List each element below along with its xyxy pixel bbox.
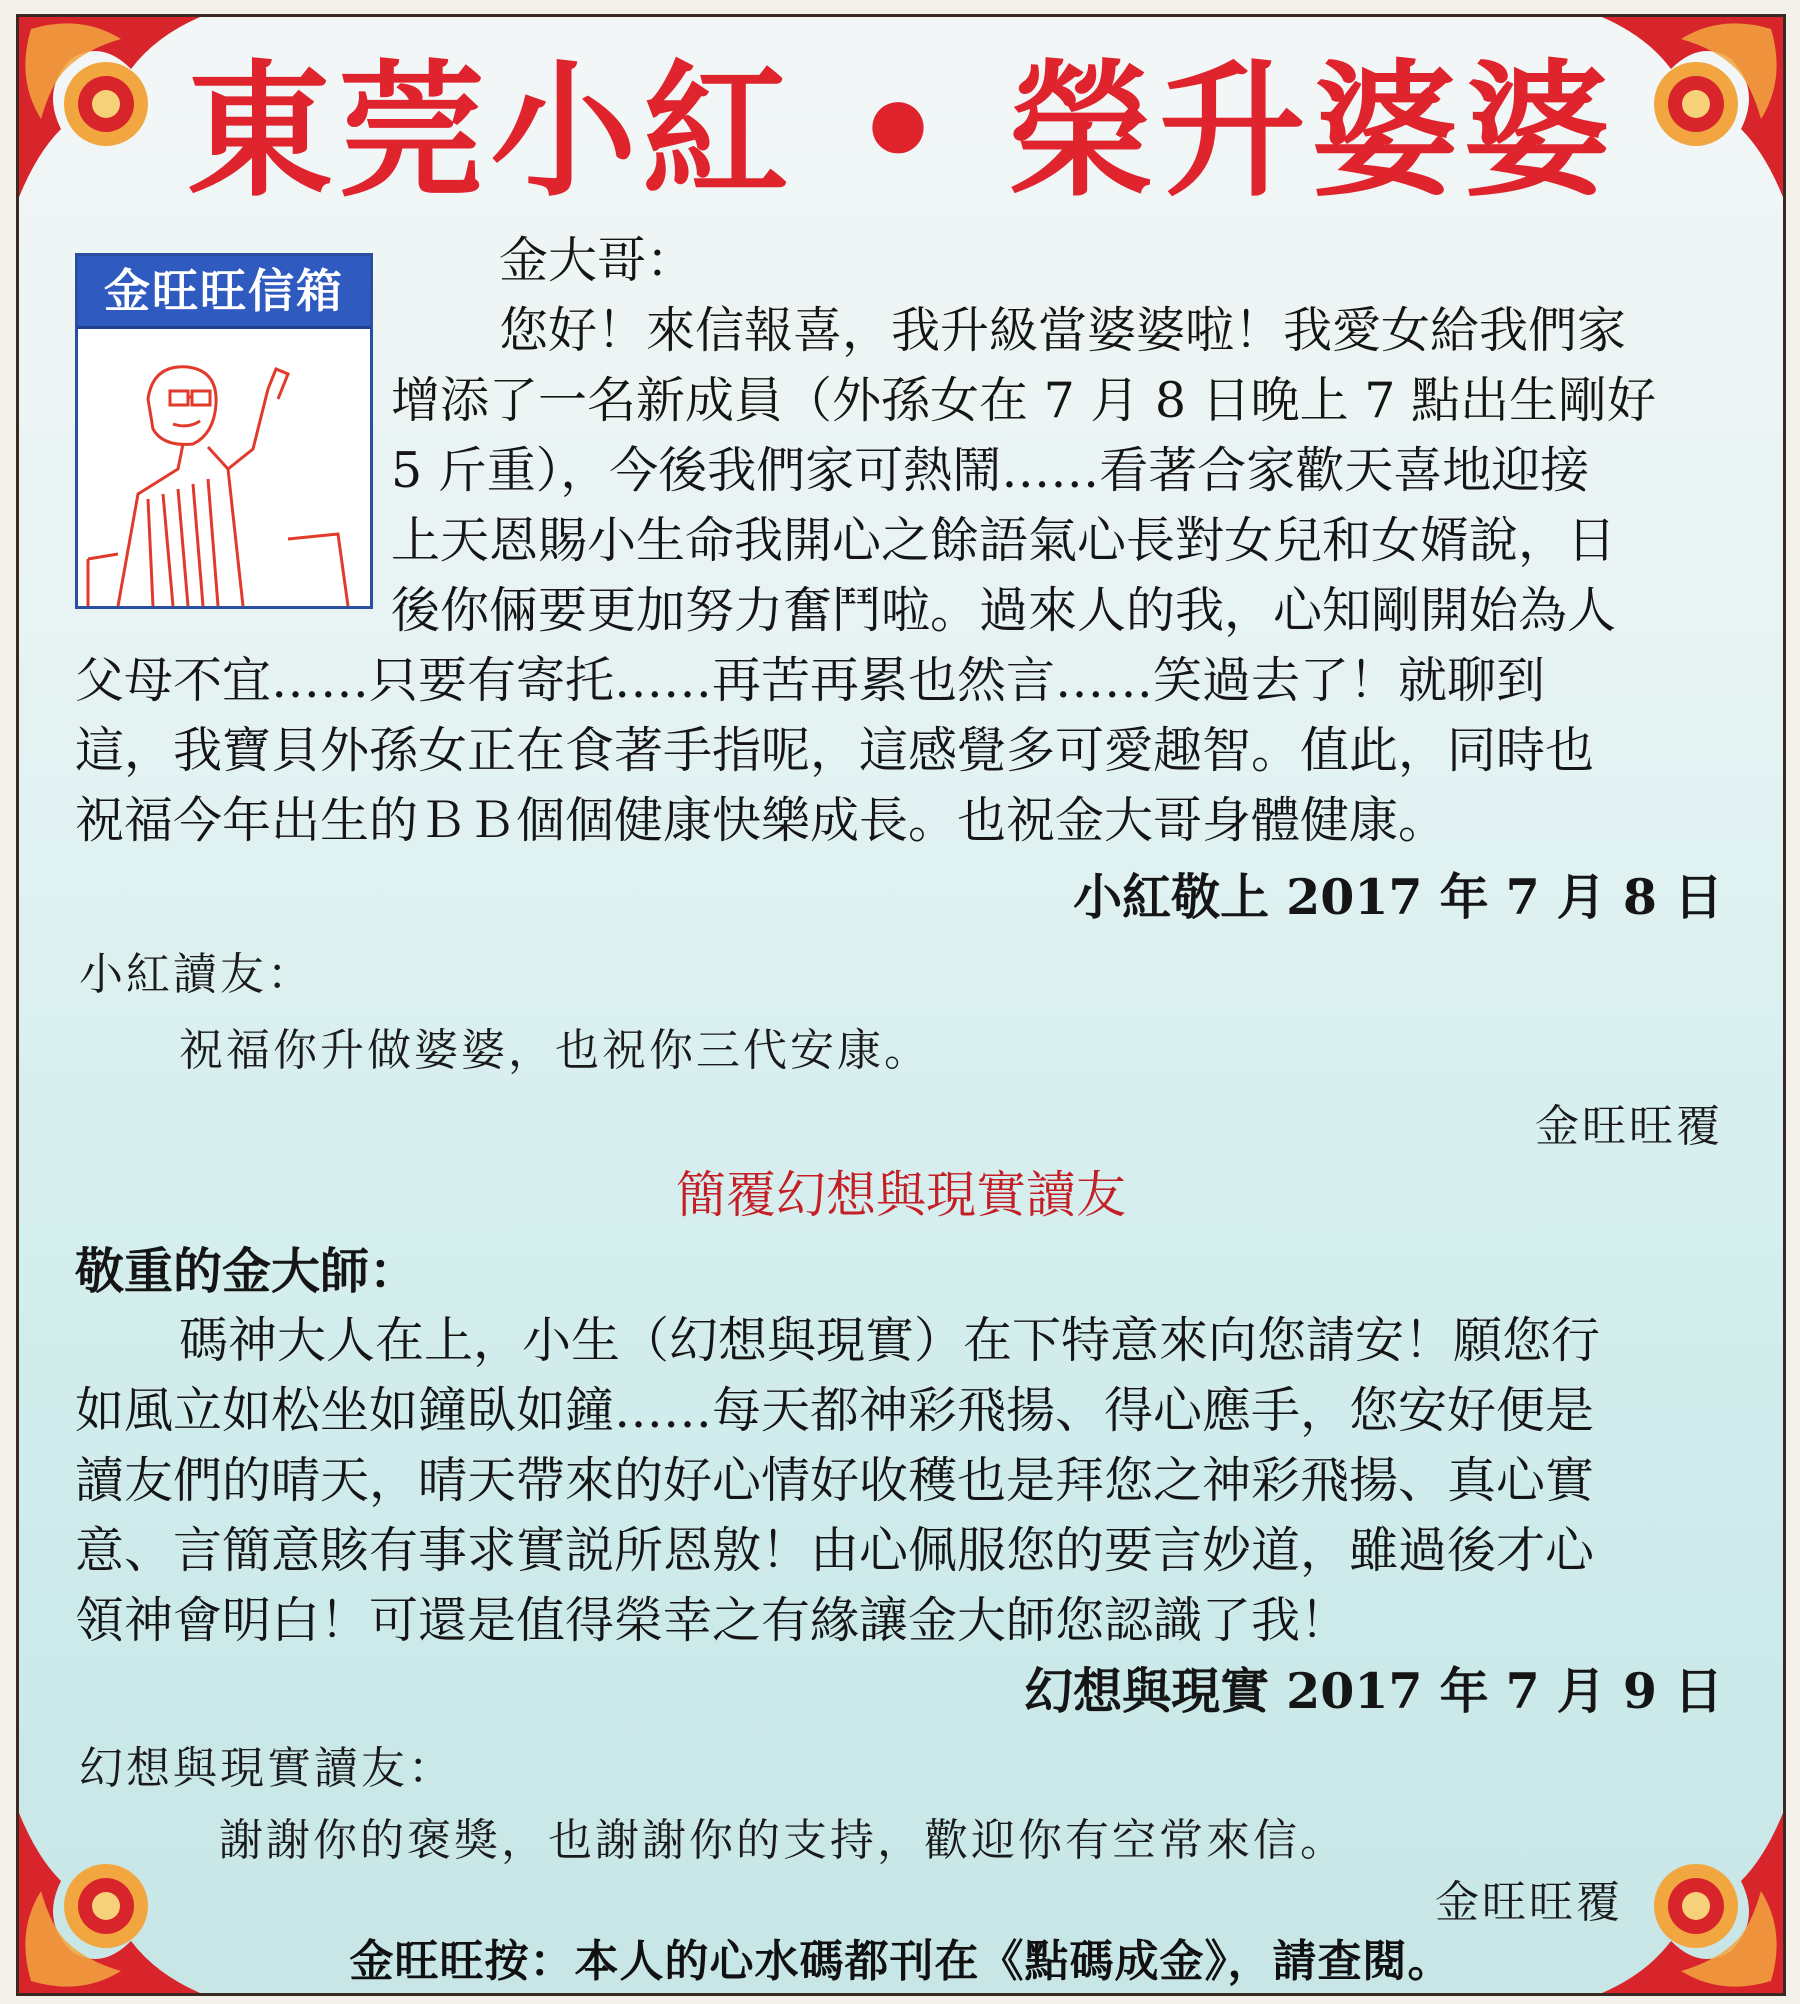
letter2-line: 領神會明白！可還是值得榮幸之有緣讓金大師您認識了我！ xyxy=(75,1592,1350,1649)
letter1-line: 增添了一名新成員（外孫女在 7 月 8 日晚上 7 點出生剛好 xyxy=(391,372,1656,429)
columnist-illustration xyxy=(78,329,370,606)
section2-title: 簡覆幻想與現實讀友 xyxy=(676,1166,1126,1224)
reply1-salutation: 小紅讀友： xyxy=(79,949,314,1000)
mailbox-logo xyxy=(75,253,373,609)
letter1-line: 上天恩賜小生命我開心之餘語氣心長對女兒和女婿說，日 xyxy=(391,512,1617,569)
letter1-line: 父母不宜……只要有寄托……再苦再累也然言……笑過去了！就聊到 xyxy=(75,652,1546,709)
letter1-line: 您好！來信報喜，我升級當婆婆啦！我愛女給我們家 xyxy=(499,302,1627,359)
letter2-salutation: 敬重的金大師： xyxy=(75,1242,419,1300)
letter2-signature: 幻想與現實 2017 年 7 月 9 日 xyxy=(1024,1662,1723,1720)
footer-note: 金旺旺按：本人的心水碼都刊在《點碼成金》，請查閱。 xyxy=(349,1936,1453,1987)
letter2-line: 讀友們的晴天，晴天帶來的好心情好收穫也是拜您之神彩飛揚、真心實 xyxy=(75,1452,1595,1509)
headline: 東莞小紅 • 榮升婆婆 xyxy=(186,46,1616,217)
letter1-line: 後你倆要更加努力奮鬥啦。過來人的我，心知剛開始為人 xyxy=(391,582,1617,639)
reply2-salutation: 幻想與現實讀友： xyxy=(79,1743,455,1794)
letter1-salutation: 金大哥： xyxy=(499,232,696,289)
mailbox-label: 金旺旺信箱 xyxy=(78,256,370,329)
letter2-line: 如風立如松坐如鐘臥如鐘……每天都神彩飛揚、得心應手，您安好便是 xyxy=(75,1382,1595,1439)
article-panel xyxy=(16,14,1786,1996)
letter1-line: 這，我寶貝外孫女正在食著手指呢，這感覺多可愛趣智。值此，同時也 xyxy=(75,722,1595,779)
letter1-line: 祝福今年出生的ＢＢ個個健康快樂成長。也祝金大哥身體健康。 xyxy=(75,792,1448,849)
letter1-signature: 小紅敬上 2017 年 7 月 8 日 xyxy=(1073,868,1723,926)
reply2-body: 謝謝你的褒獎，也謝謝你的支持，歡迎你有空常來信。 xyxy=(219,1815,1347,1866)
reply1-signature: 金旺旺覆 xyxy=(1535,1101,1723,1152)
letter2-line: 碼神大人在上，小生（幻想與現實）在下特意來向您請安！願您行 xyxy=(179,1312,1601,1369)
reply1-body: 祝福你升做婆婆，也祝你三代安康。 xyxy=(179,1025,931,1076)
letter1-line: 5 斤重），今後我們家可熱鬧……看著合家歡天喜地迎接 xyxy=(391,442,1590,499)
reply2-signature: 金旺旺覆 xyxy=(1435,1877,1623,1928)
letter2-line: 意、言簡意賅有事求實説所恩敫！由心佩服您的要言妙道，雖過後才心 xyxy=(75,1522,1595,1579)
